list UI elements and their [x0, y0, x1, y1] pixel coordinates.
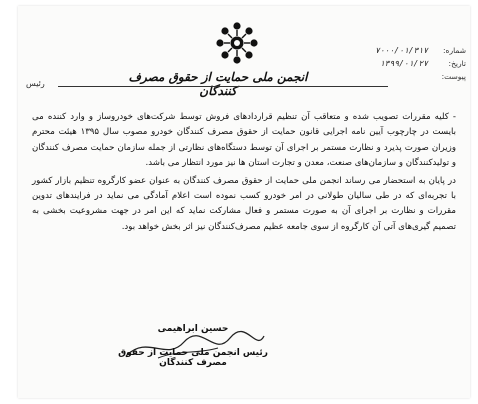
signature-block: [108, 316, 278, 380]
signer-title: رئیس انجمن ملی حمایت از حقوق مصرف کنندگان: [118, 348, 268, 368]
meta-attachment-label: پیوست:: [441, 72, 466, 81]
letterhead: [18, 6, 470, 98]
header-divider: [58, 86, 388, 87]
meta-date-label: تاریخ:: [448, 59, 466, 68]
meta-number-value: ۷۰۰۰/۰۱/۳۱۷: [375, 46, 428, 55]
signer-name: حسین ابراهیمی: [157, 324, 229, 334]
meta-date-row: [356, 57, 466, 70]
addressee-label: رئیس: [26, 79, 45, 88]
body-paragraph-1: - کلیه مقررات تصویب شده و متعاقب آن تنظیم قراردادهای فروش توسط شرکت‌های خودروساز و وارد کننده می بایست در چارچوب آیین نامه اجرایی قانون حمایت از حقوق مصرف کنندگان خودرو مصوب سال ۱۳۹۵ هیئت محترم وزیران صورت پذیرد و نظارت مستمر بر اجرای آن توسط دستگاه‌های نظارتی از جمله سازمان حمایت مصرف کنندگان و تولیدکنندگان و سازمان‌های صنعت، معدن و تجارت استان ها نیز مورد انتظار می باشد.: [32, 112, 456, 169]
meta-attachment-row: [356, 70, 466, 83]
letter-meta: [356, 44, 466, 83]
meta-date-value: ۱۳۹۹/۰۱/۲۷: [379, 59, 428, 68]
letter-body: [32, 110, 456, 235]
meta-number-row: [356, 44, 466, 57]
association-logo-icon: [214, 20, 260, 66]
organization-name: انجمن ملی حمایت از حقوق مصرف کنندگان: [128, 70, 308, 98]
meta-number-label: شماره:: [443, 46, 466, 55]
body-paragraph-2: در پایان به استحضار می رساند انجمن ملی حمایت از حقوق مصرف کنندگان به عنوان عضو کارگروه تنظیم بازار کشور با تجربه‌ای که در طی سالیان طولانی در امر خودرو کسب نموده است اعلام آمادگی می نماید در فرایندهای تدوین مقررات و نظارت بر اجرای آن به صورت مستمر و فعال مشارکت نماید که این امر در جهت مشروعیت بخشی به تصمیم گیری‌های آتی آن کارگروه از سوی جامعه عظیم مصرف‌کنندگان نیز اثر بخش خواهد بود.: [32, 175, 456, 232]
letter-page: [18, 6, 470, 398]
